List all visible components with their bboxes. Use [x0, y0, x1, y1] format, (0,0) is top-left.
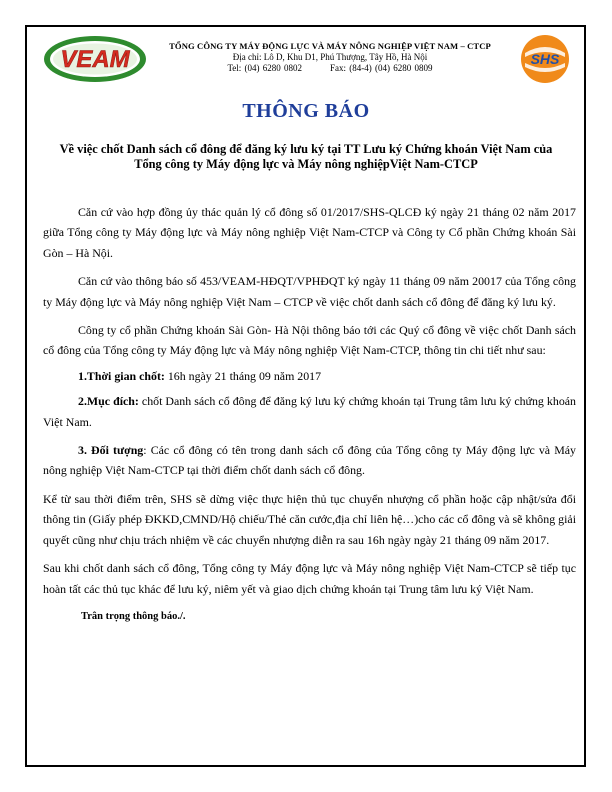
paragraph-contract: Căn cứ vào hợp đồng ủy thác quản lý cổ đông số 01/2017/SHS-QLCĐ ký ngày 21 tháng 02 năm 2017 giữa Tổng công ty Máy động lực và Máy nông nghiệp Việt Nam-CTCP và Công ty Cổ phần Chứng khoán Sài Gòn – Hà Nội. — [43, 205, 576, 260]
company-contact — [150, 63, 510, 74]
shs-logo — [519, 33, 571, 85]
item-record-time-label: 1.Thời gian chốt: — [78, 368, 165, 383]
item-purpose-label: 2.Mục đích: — [78, 394, 139, 409]
paragraph-suspension: Kể từ sau thời điểm trên, SHS sẽ dừng việc thực hiện thủ tục chuyển nhượng cổ phần hoặc cập nhật/sửa đổi thông tin (Giấy phép ĐKKD,CMND/Hộ chiếu/Thẻ căn cước,địa chỉ liên hệ…)cho các cổ đông và sẽ không giải quyết cũng như chịu trách nhiệm về các chuyển nhượng diễn ra sau 16h ngày ngày 21 tháng 09 năm 2017. — [43, 491, 576, 547]
closing-line: Trân trọng thông báo./. — [81, 610, 186, 622]
company-name: TỔNG CÔNG TY MÁY ĐỘNG LỰC VÀ MÁY NÔNG NGHIỆP VIỆT NAM – CTCP — [169, 41, 491, 51]
item-purpose-text: chốt Danh sách cổ đông để đăng ký lưu ký chứng khoán tại Trung tâm lưu ký chứng khoán Việt Nam. — [43, 394, 576, 429]
company-fax: Fax: (84-4) (04) 6280 0809 — [330, 63, 433, 73]
item-subjects-text: : Các cổ đông có tên trong danh sách cổ đông của Tổng công ty Máy động lực và Máy nông nghiệp Việt Nam-CTCP tại thời điểm chốt danh sách cổ đông. — [43, 443, 577, 478]
paragraph-announcement: Công ty cổ phần Chứng khoán Sài Gòn- Hà Nội thông báo tới các Quý cổ đông về việc chốt Danh sách cổ đông của Tổng công ty Máy động lực và Máy nông nghiệp Việt Nam-CTCP, thông tin chi tiết như sau: — [43, 323, 576, 358]
item-record-time-text: 16h ngày 21 tháng 09 năm 2017 — [164, 368, 322, 383]
item-subjects — [43, 440, 576, 481]
paragraph-followup: Sau khi chốt danh sách cổ đông, Tổng công ty Máy động lực và Máy nông nghiệp Việt Nam-CTCP sẽ tiếp tục hoàn tất các thủ tục khác để lưu ký, niêm yết và giao dịch chứng khoán tại Trung tâm lưu ký Việt Nam. — [43, 561, 576, 596]
paragraph-notice: Căn cứ vào thông báo số 453/VEAM-HĐQT/VPHĐQT ký ngày 11 tháng 09 năm 20017 của Tổng công ty Máy động lực và Máy nông nghiệp Việt Nam – CTCP về việc chốt danh sách cổ đông để đăng ký lưu ký. — [43, 274, 576, 309]
shs-logo-text: SHS — [530, 51, 560, 67]
veam-logo — [42, 34, 148, 84]
veam-logo-text: VEAM — [60, 46, 130, 73]
document-subject — [30, 142, 582, 172]
item-record-time — [43, 366, 576, 386]
item-purpose — [43, 391, 576, 432]
company-tel: Tel: (04) 6280 0802 — [227, 63, 303, 73]
document-body — [43, 202, 576, 635]
subject-line-2: Tổng công ty Máy động lực và Máy nông nghiệpViệt Nam-CTCP — [134, 157, 478, 171]
company-header — [150, 41, 510, 74]
company-address: Địa chỉ: Lô D, Khu D1, Phú Thượng, Tây Hồ, Hà Nội — [232, 52, 428, 62]
document-title: THÔNG BÁO — [242, 100, 370, 122]
item-subjects-label: 3. Đối tượng — [78, 443, 144, 458]
subject-line-1: Về việc chốt Danh sách cổ đông để đăng ký lưu ký tại TT Lưu ký Chứng khoán Việt Nam của — [59, 142, 553, 156]
